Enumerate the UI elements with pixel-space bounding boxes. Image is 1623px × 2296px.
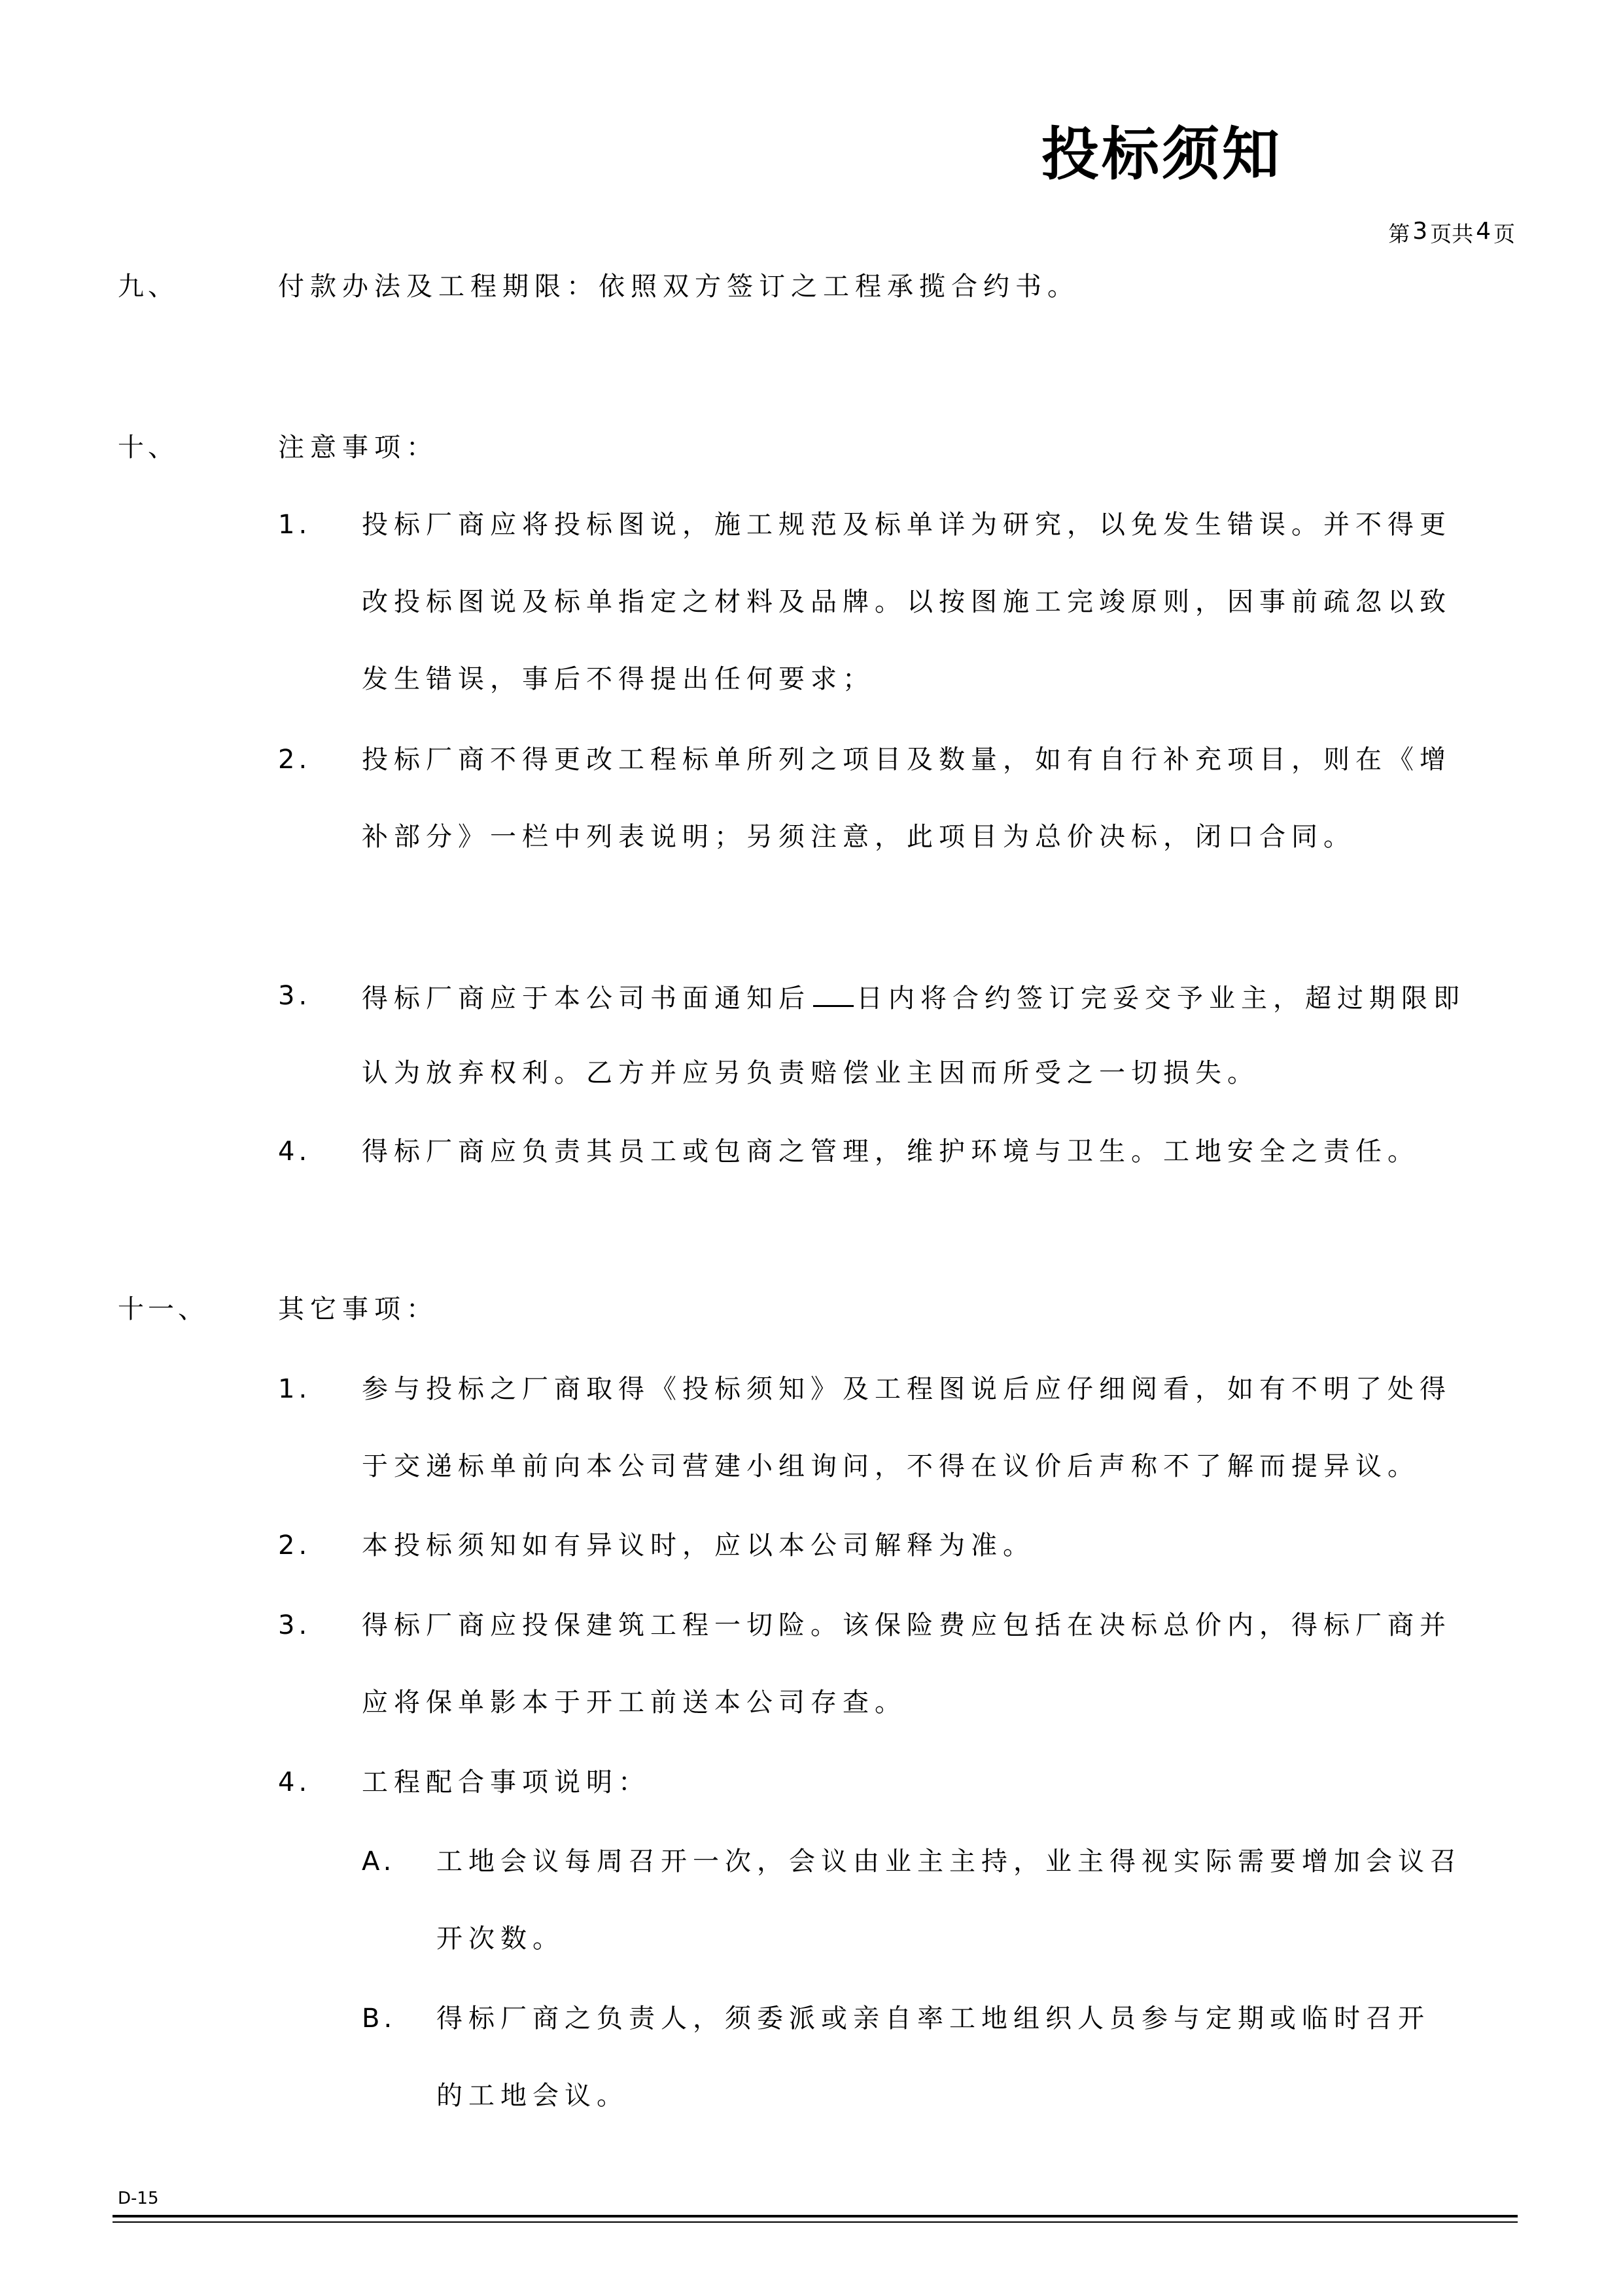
page-number: 第 3 页共 4 页 [1388,218,1515,247]
s11-item1-line1: 参与投标之厂商取得《投标须知》及工程图说后应仔细阅看，如有不明了处得 [362,1374,1452,1404]
s10-item4-line1: 得标厂商应负责其员工或包商之管理，维护环境与卫生。工地安全之责任。 [362,1137,1420,1167]
s10-item3-number: 3. [278,981,311,1011]
footer-document-code: D-15 [118,2189,159,2208]
s10-item3-line2: 认为放弃权利。乙方并应另负责赔偿业主因而所受之一切损失。 [362,1058,1259,1088]
s10-item1-line1: 投标厂商应将投标图说，施工规范及标单详为研究，以免发生错误。并不得更 [362,510,1452,540]
s10-item2-line1: 投标厂商不得更改工程标单所列之项目及数量，如有自行补充项目，则在《增 [362,745,1452,775]
s11-item4-b-label: B. [362,2004,396,2034]
section-9-text: 付款办法及工程期限：依照双方签订之工程承揽合约书。 [278,272,1079,302]
s11-item3-line2: 应将保单影本于开工前送本公司存查。 [362,1687,907,1718]
s11-item4-a-label: A. [362,1846,396,1877]
s10-item4-number: 4. [278,1137,311,1167]
s10-item1-line2: 改投标图说及标单指定之材料及品牌。以按图施工完竣原则，因事前疏忽以致 [362,587,1452,617]
s11-item3-number: 3. [278,1610,311,1640]
s11-item4-b-line1: 得标厂商之负责人，须委派或亲自率工地组织人员参与定期或临时召开 [436,2004,1430,2034]
section-11-heading: 其它事项： [278,1294,438,1324]
document-title: 投标须知 [1041,120,1283,188]
s11-item3-line1: 得标厂商应投保建筑工程一切险。该保险费应包括在决标总价内，得标厂商并 [362,1610,1452,1640]
s11-item4-line1: 工程配合事项说明： [362,1767,650,1797]
s10-item3-line1: 得标厂商应于本公司书面通知后 日内将合约签订完妥交予业主，超过期限即 [362,983,1465,1014]
s11-item4-a-line2: 开次数。 [436,1924,565,1954]
s11-item4-a-line1: 工地会议每周召开一次，会议由业主主持，业主得视实际需要增加会议召 [436,1846,1462,1877]
s11-item2-line1: 本投标须知如有异议时，应以本公司解释为准。 [362,1530,1035,1561]
s10-item1-line3: 发生错误，事后不得提出任何要求； [362,664,875,694]
s11-item1-line2: 于交递标单前向本公司营建小组询问，不得在议价后声称不了解而提异议。 [362,1451,1420,1481]
s10-item2-line2: 补部分》一栏中列表说明；另须注意，此项目为总价决标，闭口合同。 [362,822,1355,852]
s10-item1-number: 1. [278,510,311,540]
footer-rule-thick [113,2215,1518,2217]
section-10-label: 十、 [118,433,178,463]
s11-item4-number: 4. [278,1767,311,1797]
fill-in-blank [813,983,854,1007]
s10-item2-number: 2. [278,745,311,775]
s11-item2-number: 2. [278,1530,311,1561]
section-9-label: 九、 [118,272,178,302]
s11-item1-number: 1. [278,1374,311,1404]
s11-item4-b-line2: 的工地会议。 [436,2081,629,2111]
section-10-heading: 注意事项： [278,433,438,463]
footer-rule-thin [113,2221,1518,2223]
section-11-label: 十一、 [118,1294,208,1324]
